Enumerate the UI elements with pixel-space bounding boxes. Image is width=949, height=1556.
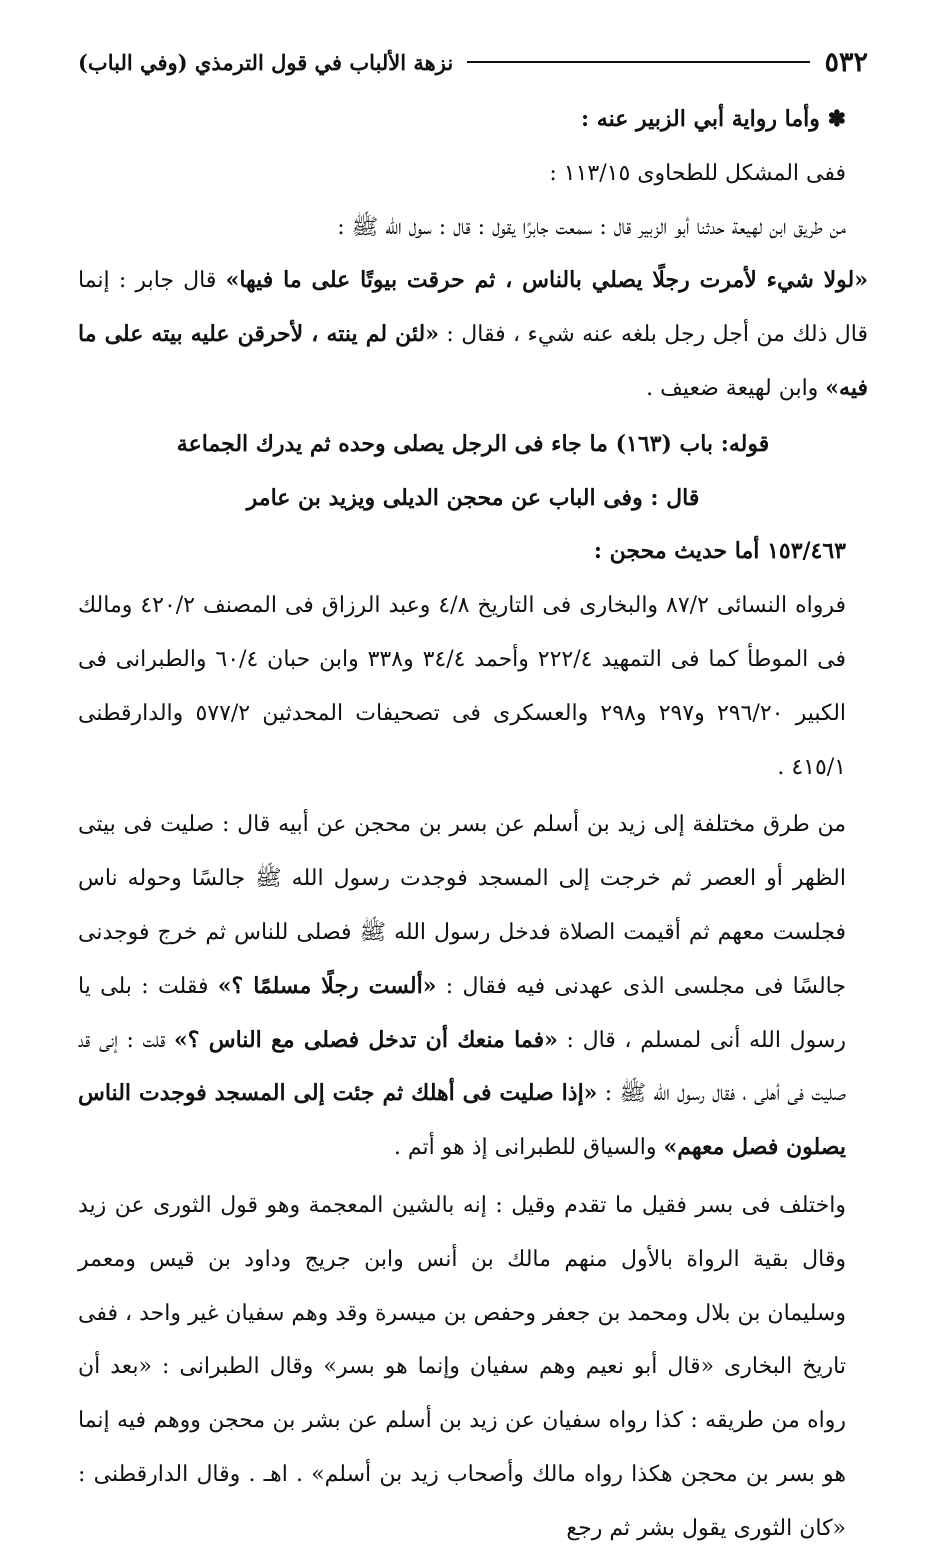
hadith-quote: «فما منعك أن تدخل فصلى مع الناس ؟» (174, 1026, 558, 1053)
paragraph-text: وابن لهيعة ضعيف . (646, 375, 826, 401)
paragraph-text: فقلت : بلى يا رسول الله أنى لمسلم ، قال : (78, 973, 846, 1053)
hadith-heading: ١٥٣/٤٦٣ أما حديث محجن : (593, 538, 846, 565)
paragraph: ففى المشكل للطحاوى ١١٣/١٥ : (549, 160, 846, 186)
paragraph: من طريق ابن لهيعة حدثنا أبو الزبير قال : سمعت جابرًا يقول : قال : سول الله ﷺ : (337, 214, 846, 240)
running-title: نزهة الألباب في قول الترمذي (وفي الباب) (78, 49, 454, 75)
page-body (78, 93, 868, 1556)
chapter-heading: قوله: باب (١٦٣) ما جاء فى الرجل يصلى وحده ثم يدرك الجماعة (176, 430, 770, 457)
paragraph: واختلف فى بسر فقيل ما تقدم وقيل : إنه بالشين المعجمة وهو قول الثورى عن زيد وقال بقية الرواة بالأول منهم مالك بن أنس وابن جريج وداود بن قيس ومعمر وسليمان بن بلال ومحمد بن جعفر وحفص بن ميسرة وقد وهم سفيان غير واحد ، ففى تاريخ البخارى «قال أبو نعيم وهم سفيان وإنما هو بسر» وقال الطبرانى : «بعد أن رواه من طريقه : كذا رواه سفيان عن زيد بن أسلم عن بشر بن محجن ووهم فيه إنما هو بسر بن محجن هكذا رواه مالك وأصحاب زيد بن أسلم» . اهـ . وقال الدارقطنى : «كان الثورى يقول بشر ثم رجع (78, 1192, 846, 1541)
section-heading: ✽ وأما رواية أبي الزبير عنه : (581, 106, 846, 132)
paragraph-text: من طرق مختلفة إلى زيد بن أسلم عن بسر بن محجن عن أبيه قال : صليت فى بيتى الظهر أو العصر ثم خرجت إلى المسجد فوجدت رسول الله ﷺ جالسًا وحوله ناس فجلست معهم ثم أقيمت الصلاة فدخل رسول الله ﷺ فصلى للناس ثم خرج فوجدنى جالسًا فى مجلسى الذى عهدنى فيه فقال : (78, 812, 846, 999)
page-number: ٥٣٢ (824, 46, 868, 78)
header-rule (467, 61, 810, 63)
paragraph (78, 798, 868, 1175)
hadith-quote: «لئن لم ينته ، لأحرقن عليه بيته على ما فيه» (78, 321, 868, 401)
hadith-quote: «إذا صليت فى أهلك ثم جئت إلى المسجد فوجدت الناس يصلون فصل معهم» (78, 1080, 846, 1161)
hadith-quote: «لولا شيء لأمرت رجلًا يصلي بالناس ، ثم حرقت بيوتًا على ما فيها» (225, 267, 868, 294)
paragraph-text: قلت : إنى قد صليت فى أهلى ، فقال رسول الله ﷺ : (78, 1027, 846, 1107)
paragraph-text: والسياق للطبرانى إذ هو أتم . (393, 1135, 664, 1161)
paragraph-text: قال جابر : إنما قال ذلك من أجل رجل بلغه عنه شيء ، فقال : (78, 268, 868, 348)
hadith-quote: «ألست رجلًا مسلمًا ؟» (217, 972, 437, 999)
paragraph: فرواه النسائى ٨٧/٢ والبخارى فى التاريخ ٤/٨ وعبد الرزاق فى المصنف ٤٢٠/٢ ومالك فى الموطأ كما فى التمهيد ٢٢٢/٤ وأحمد ٣٤/٤ و٣٣٨ وابن حبان ٦٠/٤ والطبرانى فى الكبير ٢٩٦/٢٠ و٢٩٧ و٢٩٨ والعسكرى فى تصحيفات المحدثين ٥٧٧/٢ والدارقطنى ٤١٥/١ . (78, 593, 847, 780)
chapter-subheading: قال : وفى الباب عن محجن الديلى ويزيد بن عامر (246, 484, 700, 511)
paragraph (78, 254, 868, 415)
page-header (78, 42, 868, 82)
